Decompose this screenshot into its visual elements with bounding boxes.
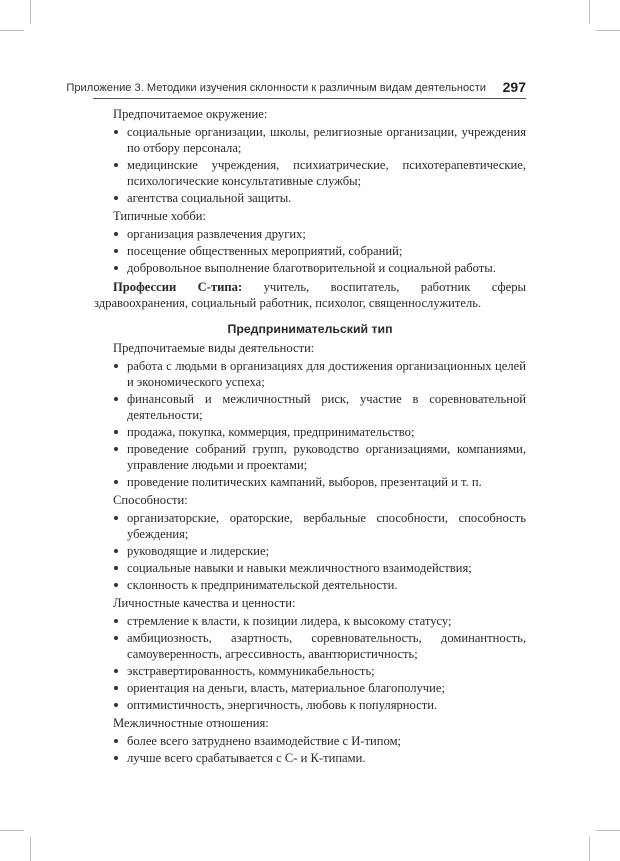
list-item: амбициозность, азартность, соревновательность, доминантность, самоуверенность, агрессивность, авантюристичность; xyxy=(94,630,526,662)
environment-list xyxy=(94,124,526,206)
list-item: проведение политических кампаний, выборов, презентаций и т. п. xyxy=(94,474,526,490)
hobbies-lead: Типичные хобби: xyxy=(113,209,207,223)
list-item: более всего затруднено взаимодействие с И-типом; xyxy=(94,733,526,749)
list-item: социальные навыки и навыки межличностного взаимодействия; xyxy=(94,560,526,576)
list-item: работа с людьми в организациях для достижения организационных целей и экономического успеха; xyxy=(94,358,526,390)
relations-lead: Межличностные отношения: xyxy=(113,716,269,730)
list-item: социальные организации, школы, религиозные организации, учреждения по отбору персонала; xyxy=(94,124,526,156)
section-title: Предпринимательский тип xyxy=(227,322,393,336)
list-item: лучше всего срабатывается с С- и К-типами. xyxy=(94,750,526,766)
activities-lead: Предпочитаемые виды деятельности: xyxy=(113,341,315,355)
list-item: склонность к предпринимательской деятельности. xyxy=(94,577,526,593)
list-item: руководящие и лидерские; xyxy=(94,543,526,559)
professions-label: Профессии С-типа: xyxy=(113,280,243,294)
running-title: Приложение 3. Методики изучения склонности к различным видам деятельности xyxy=(66,82,486,94)
list-item: оптимистичность, энергичность, любовь к популярности. xyxy=(94,697,526,713)
page-number: 297 xyxy=(502,79,526,95)
list-item: проведение собраний групп, руководство организациями, компаниями, управление людьми и проектами; xyxy=(94,441,526,473)
list-item: экстравертированность, коммуникабельность; xyxy=(94,663,526,679)
list-item: стремление к власти, к позиции лидера, к высокому статусу; xyxy=(94,613,526,629)
hobbies-list xyxy=(94,226,526,276)
list-item: организаторские, ораторские, вербальные способности, способность убеждения; xyxy=(94,510,526,542)
qualities-lead: Личностные качества и ценности: xyxy=(113,596,296,610)
crop-mark xyxy=(30,837,31,861)
page-body xyxy=(94,104,526,767)
crop-mark xyxy=(0,830,24,831)
list-item: продажа, покупка, коммерция, предпринимательство; xyxy=(94,424,526,440)
crop-mark xyxy=(589,0,590,24)
list-item: организация развлечения других; xyxy=(94,226,526,242)
environment-lead: Предпочитаемое окружение: xyxy=(113,107,268,121)
list-item: ориентация на деньги, власть, материальное благополучие; xyxy=(94,680,526,696)
professions-text: учитель, воспитатель, работник сферы здравоохранения, социальный работник, психолог, священнослужитель. xyxy=(94,280,526,310)
crop-mark xyxy=(30,0,31,24)
page-header xyxy=(66,76,526,99)
abilities-list xyxy=(94,510,526,593)
list-item: финансовый и межличностный риск, участие в соревновательной деятельности; xyxy=(94,391,526,423)
professions-paragraph xyxy=(94,279,526,311)
list-item: добровольное выполнение благотворительной и социальной работы. xyxy=(94,260,526,276)
list-item: посещение общественных мероприятий, собраний; xyxy=(94,243,526,259)
crop-mark xyxy=(596,30,620,31)
abilities-lead: Способности: xyxy=(113,493,188,507)
crop-mark xyxy=(589,837,590,861)
crop-mark xyxy=(0,30,24,31)
qualities-list xyxy=(94,613,526,713)
list-item: агентства социальной защиты. xyxy=(94,190,526,206)
crop-mark xyxy=(596,830,620,831)
relations-list xyxy=(94,733,526,766)
list-item: медицинские учреждения, психиатрические, психотерапевтические, психологические консультативные службы; xyxy=(94,157,526,189)
activities-list xyxy=(94,358,526,490)
